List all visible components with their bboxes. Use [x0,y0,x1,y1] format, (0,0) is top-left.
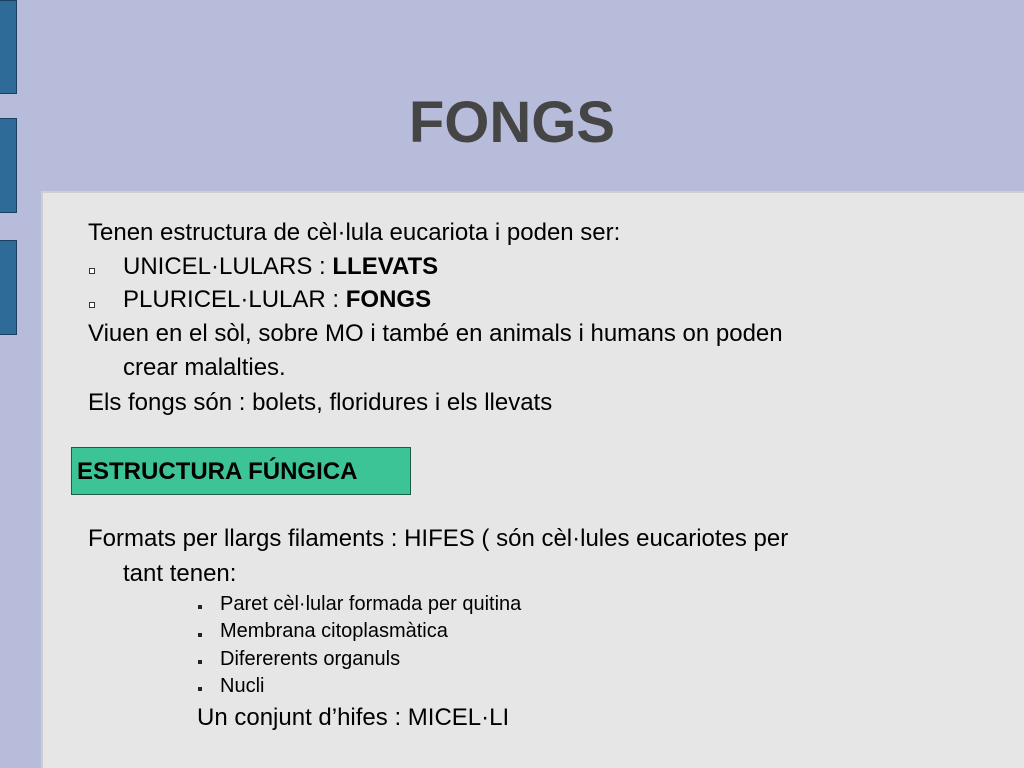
square-bullet-icon [89,302,95,308]
type-prefix: PLURICEL·LULAR : [123,286,346,313]
small-bullet-icon [198,605,202,609]
component-item: Paret cèl·lular formada per quitina [220,593,522,615]
intro-text: Tenen estructura de cèl·lula eucariota i poden ser: [88,219,621,246]
examples-text: Els fongs són : bolets, floridures i els llevats [88,389,553,416]
type-unicellular [123,252,438,282]
type-multicellular [123,285,431,315]
hyphae-text-line1: Formats per llargs filaments : HIFES ( són cèl·lules eucariotes per [88,525,789,552]
hyphae-text-line2: tant tenen: [123,560,237,587]
section-heading: ESTRUCTURA FÚNGICA [77,458,358,485]
component-item: Difererents organuls [220,648,401,670]
mycelium-text: Un conjunt d’hifes : MICEL·LI [197,704,510,731]
small-bullet-icon [198,660,202,664]
small-bullet-icon [198,687,202,691]
square-bullet-icon [89,268,95,274]
type-prefix: UNICEL·LULARS : [123,253,333,280]
component-item: Nucli [220,675,265,697]
habitat-text-line1: Viuen en el sòl, sobre MO i també en animals i humans on poden [88,320,783,347]
type-name: FONGS [345,286,432,313]
habitat-text-line2: crear malalties. [123,354,286,381]
side-tab-decoration [0,240,17,335]
type-name: LLEVATS [332,253,439,280]
component-item: Membrana citoplasmàtica [220,620,448,642]
slide-title: FONGS [408,90,616,155]
small-bullet-icon [198,633,202,637]
side-tab-decoration [0,0,17,94]
